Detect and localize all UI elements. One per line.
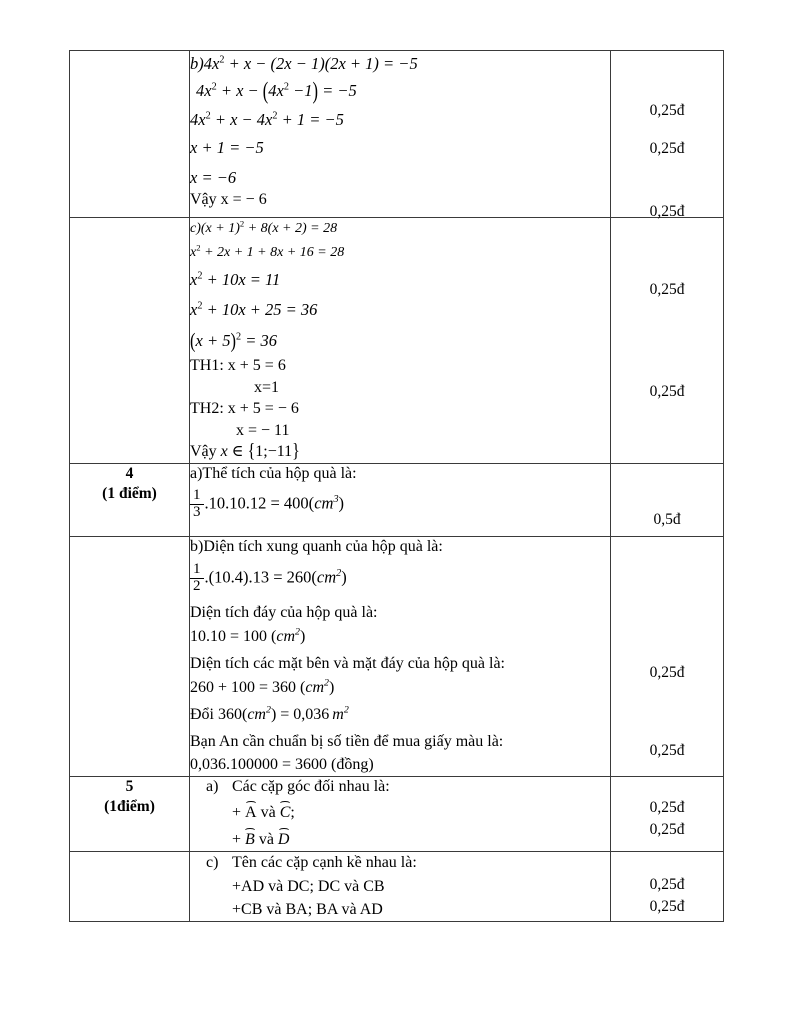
- table-row: [70, 536, 724, 776]
- solution-line: $c)(x + 1)^2 + 8(x + 2) = 28$: [190, 217, 338, 236]
- solution-line: b)Diện tích xung quanh của hộp quà là:: [190, 538, 443, 556]
- solution-line: a) Các cặp góc đối nhau là:: [206, 778, 390, 796]
- solution-line: $4x^2 + x - (4x^2 -1) = -5$: [196, 76, 357, 105]
- question-number-cell: [70, 463, 190, 536]
- mark-value: 0,25đ: [649, 140, 685, 157]
- question-number-cell: [70, 536, 190, 776]
- mark-value: 0,25đ: [649, 820, 685, 838]
- marks-cell: [611, 776, 724, 851]
- solution-line: Vậy x ∈ {1;−11}: [190, 440, 300, 462]
- angle-symbol: ⌢ C: [280, 803, 291, 823]
- mark-value: 0,25đ: [649, 741, 685, 759]
- solution-line: 10.10 = 100 $(cm^2)$: [190, 626, 306, 646]
- answer-key-table: [69, 50, 724, 922]
- table-row: [70, 776, 724, 851]
- solution-line: c) Tên các cặp cạnh kề nhau là:: [206, 853, 417, 871]
- solution-line: $\frac{1}{3}$ $.10.10.12 = 400(cm^3)$: [190, 485, 610, 523]
- solution-line: a)Thể tích của hộp quà là:: [190, 465, 357, 483]
- question-number: 4: [125, 464, 134, 482]
- mark-value: 0,25đ: [649, 203, 685, 220]
- solution-cell: [190, 536, 611, 776]
- fraction: $\frac{1}{2}$: [190, 562, 204, 594]
- table-row: [70, 463, 724, 536]
- marks-cell: [611, 218, 724, 464]
- solution-line: x + 1 = −5: [190, 138, 264, 158]
- solution-line: Diện tích các mặt bên và mặt đáy của hộp quà là:: [190, 654, 505, 672]
- solution-cell: [190, 218, 611, 464]
- solution-line: Đổi $360(cm^2) = 0,036$ $m^2$: [190, 704, 349, 723]
- solution-line: Vậy x = − 6: [190, 191, 267, 209]
- mark-value: 0,25đ: [649, 383, 685, 400]
- solution-line: +AD và DC; DC và CB: [232, 877, 385, 895]
- solution-line: +CB và BA; BA và AD: [232, 900, 383, 918]
- marks-cell: [611, 51, 724, 218]
- question-points: (1điểm): [104, 798, 155, 816]
- mark-value: 0,25đ: [649, 876, 685, 894]
- solution-cell: [190, 463, 611, 536]
- table-row: [70, 852, 724, 921]
- mark-value: 0,5đ: [653, 510, 681, 528]
- solution-line: $(x + 5)^2 = 36$: [190, 327, 277, 353]
- mark-value: 0,25đ: [649, 102, 685, 119]
- question-number-cell: [70, 51, 190, 218]
- solution-line: x = − 11: [236, 421, 290, 439]
- solution-line: + ⌢ B và ⌢ D: [206, 824, 610, 851]
- question-number-cell: [70, 218, 190, 464]
- solution-cell: [190, 852, 611, 921]
- solution-line: $x^2 + 2x + 1 + 8x + 16 = 28$: [190, 242, 345, 260]
- angle-symbol: ⌢ A: [245, 803, 257, 823]
- marks-cell: [611, 463, 724, 536]
- table-row: [70, 218, 724, 464]
- fraction: $\frac{1}{3}$: [190, 488, 204, 520]
- solution-line: Bạn An cần chuẩn bị số tiền để mua giấy màu là:: [190, 732, 504, 750]
- solution-line: 260 + 100 = 360 $(cm^2)$: [190, 677, 335, 696]
- question-number: 5: [125, 777, 134, 795]
- solution-cell: [190, 776, 611, 851]
- question-points: (1 điểm): [102, 485, 157, 503]
- question-number-cell: [70, 776, 190, 851]
- solution-line: $\frac{1}{2}$ $.(10.4).13 = 260(cm^2)$: [190, 558, 610, 597]
- mark-value: 0,25đ: [649, 281, 685, 298]
- mark-value: 0,25đ: [649, 798, 685, 816]
- marks-cell: [611, 536, 724, 776]
- question-number-cell: [70, 852, 190, 921]
- mark-value: 0,25đ: [649, 898, 685, 916]
- solution-line: Diện tích đáy của hộp quà là:: [190, 604, 378, 622]
- solution-line: TH1: x + 5 = 6: [190, 357, 286, 375]
- solution-line: 0,036.100000 = 3600 (đồng): [190, 755, 374, 773]
- angle-symbol: ⌢ D: [278, 830, 290, 850]
- solution-line: x=1: [254, 378, 280, 396]
- solution-line: TH2: x + 5 = − 6: [190, 400, 299, 418]
- angle-symbol: ⌢ B: [245, 830, 255, 850]
- solution-line: $x^2 + 10x = 11$: [190, 270, 281, 290]
- solution-line: x = −6: [190, 167, 237, 187]
- solution-cell: [190, 51, 611, 218]
- solution-line: $4x^2 + x - 4x^2 + 1 = -5$: [190, 109, 344, 129]
- mark-value: 0,25đ: [649, 663, 685, 681]
- table-row: [70, 51, 724, 218]
- marks-cell: [611, 852, 724, 921]
- solution-line: $b)4x^2 + x - (2x - 1)(2x + 1) = -5$: [190, 53, 418, 73]
- solution-line: + ⌢ A và ⌢ C;: [206, 798, 610, 824]
- solution-line: $x^2 + 10x + 25 = 36$: [190, 299, 318, 319]
